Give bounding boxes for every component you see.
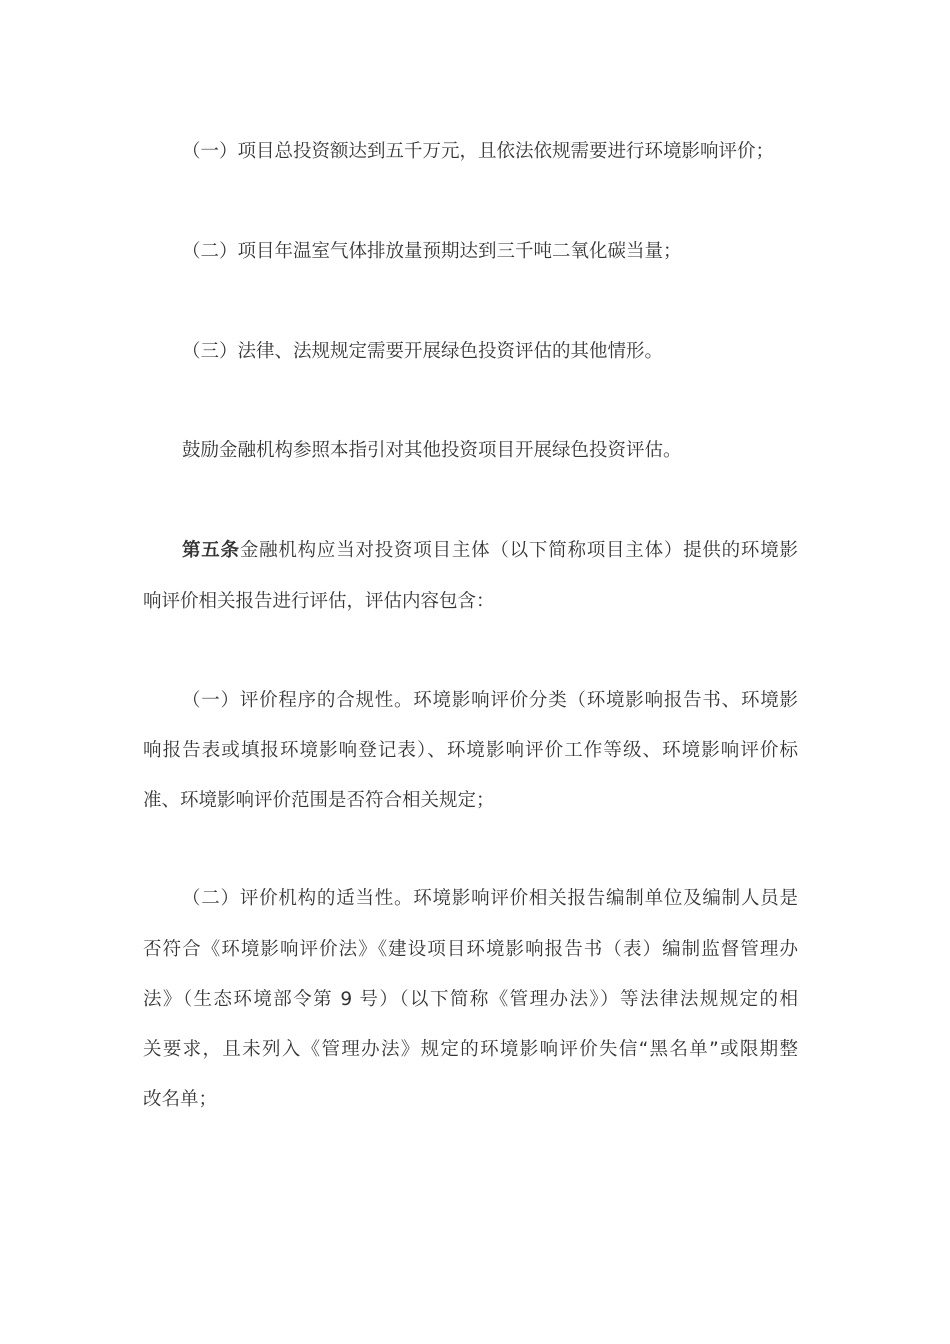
article-label: 第五条 [182,540,240,561]
paragraph-7-line-4: 关要求，且未列入《管理办法》规定的环境影响评价失信“黑名单”或限期整 [143,1039,798,1060]
paragraph-7-line-3: 法》（生态环境部令第 9 号）（以下简称《管理办法》）等法律法规规定的相 [143,989,798,1010]
article-5-line-2: 响评价相关报告进行评估，评估内容包含： [143,591,495,612]
article-5-text: 金融机构应当对投资项目主体（以下简称项目主体）提供的环境影 [239,540,798,561]
paragraph-7-line-2: 否符合《环境影响评价法》《建设项目环境影响报告书（表）编制监督管理办 [143,939,798,960]
paragraph-1-line-1: （一）项目总投资额达到五千万元，且依法依规需要进行环境影响评价； [182,141,775,162]
paragraph-6-line-2: 响报告表或填报环境影响登记表）、环境影响评价工作等级、环境影响评价标 [143,740,798,761]
paragraph-7-line-1: （二）评价机构的适当性。环境影响评价相关报告编制单位及编制人员是 [182,888,798,909]
paragraph-3-line-1: （三）法律、法规规定需要开展绿色投资评估的其他情形。 [182,341,664,362]
paragraph-6-line-1: （一）评价程序的合规性。环境影响评价分类（环境影响报告书、环境影 [182,690,798,711]
paragraph-7-line-5: 改名单； [143,1089,218,1110]
article-5-line-1 [182,538,798,564]
paragraph-2-line-1: （二）项目年温室气体排放量预期达到三千吨二氧化碳当量； [182,241,682,262]
paragraph-6-line-3: 准、环境影响评价范围是否符合相关规定； [143,790,495,811]
paragraph-4-line-1: 鼓励金融机构参照本指引对其他投资项目开展绿色投资评估。 [182,440,682,461]
